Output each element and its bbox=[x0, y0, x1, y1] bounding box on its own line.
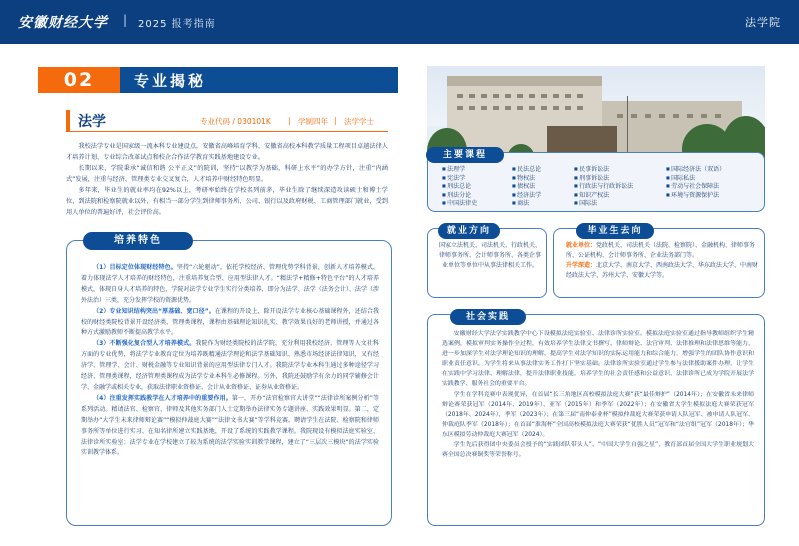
feature-item bbox=[81, 307, 379, 340]
practice-paragraph: 安徽财经大学法学实践教学中心下设模拟法庭实验室、法律诊所实验室。模拟法庭实验室通过指导教师组织学生精选案例，模拟审判实务操作全过程，有效培养学生法律文书撰写、律师辩论、法官审判、法律推理和法律思维等能力，进一步加深学生对法学理论知识的理解，提高学生对法学知识的实际运用能力和综合能力，增强学生的团队协作意识和职业责任意识，为学生将来从事法律实务工作打下坚实基础。法律诊所实验室通过学生参与法律援助案件办理，让学生在实践中学习法律、理解法律，提升法律职业技能，培养学生的社会责任感和公益意识，法律诊所已成为学院开展法学实践教学、服务社会的重要平台。 bbox=[442, 331, 754, 388]
feature-item bbox=[81, 263, 379, 307]
major-accent-bar bbox=[66, 110, 70, 132]
courses-title: 主要课程 bbox=[426, 147, 504, 163]
feature-text: 坚持“六轮驱动”，依托学校经济、管理优势学科背景，创新人才培养模式，着力体现法学人才培养的财经特色，注重培养复合型、应用型法律人才。“精法学+精修+特色平台”的人才培养模式，体现自身人才培养的特色，学院对法学专业学生实行分类培养，即分为法学、法学（法务会计）、法学（涉外法治）三类，充分发挥学校的资源优势。 bbox=[81, 264, 379, 304]
employment-unit bbox=[566, 241, 760, 261]
list-item: ■ 国际法 bbox=[574, 199, 633, 208]
list-item: ■ 民事诉讼法 bbox=[574, 165, 633, 174]
course-list bbox=[512, 165, 541, 208]
major-header bbox=[66, 110, 388, 132]
employment-study bbox=[566, 261, 760, 281]
features-title: 培养特色 bbox=[83, 232, 193, 250]
major-name: 法学 bbox=[78, 114, 106, 130]
course-list bbox=[442, 165, 477, 208]
study-label: 升学深造： bbox=[566, 262, 597, 269]
list-item: ■ 法理学 bbox=[442, 165, 477, 174]
feature-text: 我院作为财经类院校的法学院，充分利用我校经济、管理等人文社科方面的专业优势，将法学专业教育定位为培养既精通法学理论和法学基础知识、熟悉市场经济法律知识，又有经济学、管理学、会计、财税金融等专业知识背景的应用型法律专门人才。我院法学专业本科生通过多种途径学习经济、管理类课程，经济管理类课程成为法学专业本科生必修课程。另外，我院还鼓励学有余力的同学辅修会计学、金融学或相关专业，获取法律职业资格证、会计从业资格证、证券从业资格证。 bbox=[81, 340, 379, 391]
major-duration: 学制四年 bbox=[298, 117, 328, 126]
list-item: ■ 经济法学 bbox=[512, 191, 541, 200]
top-bar bbox=[0, 0, 799, 44]
feature-head: （1）目标定位体现财经特色。 bbox=[93, 264, 177, 271]
courses-box bbox=[427, 152, 765, 212]
list-item: ■ 知识产权法 bbox=[574, 191, 633, 200]
section-number: 02 bbox=[38, 67, 120, 93]
study-text: 北京大学、南京大学、西南政法大学、华东政法大学、中南财经政法大学、苏州大学、安徽大学等。 bbox=[566, 262, 759, 279]
list-item: ■ 债权法 bbox=[512, 182, 541, 191]
practice-box bbox=[427, 314, 765, 526]
features-box bbox=[66, 235, 392, 526]
major-degree: 法学学士 bbox=[344, 117, 374, 126]
list-item: ■ 物权法 bbox=[512, 174, 541, 183]
list-item: ■ 行政法与行政诉讼法 bbox=[574, 182, 633, 191]
employment-box bbox=[553, 228, 765, 298]
major-intro bbox=[66, 141, 388, 218]
feature-text: 在课程的开设上，除开设法学专业核心基础课程外，还结合我校的财经类院校背景开设经济类、管理类课程，课程由基础理论知识扎实、教学效果良好的老师讲授，并通过各种方式激励教师不断提高教学水平。 bbox=[81, 307, 379, 337]
course-list bbox=[574, 165, 633, 208]
practice-title: 社会实践 bbox=[450, 309, 526, 325]
section-title: 专业揭秘 bbox=[134, 72, 207, 90]
feature-head: （4）注重发挥实践教学在人才培养中的重要作用。 bbox=[93, 394, 232, 402]
intro-paragraph: 多年来，毕业生的就业率均在92%以上，考研率始终在学校名列前茅，毕业生除了继续深造攻读硕士和博士学位，到法院和检察院就业以外，有相当一部分学生到律师事务所、公司、银行以及政府财税、工商管理部门就业，受到用人单位的普遍好评，社会评价高。 bbox=[66, 187, 388, 216]
school-name: 法学院 bbox=[745, 16, 781, 29]
direction-title: 就业方向 bbox=[438, 223, 500, 239]
intro-paragraph: 我校法学专业是国家级一流本科专业建设点，安徽省高峰培育学科，安徽省高校本科教学质量工程项目卓越法律人才培养计划、专业综合改革试点和校企合作法学教育实践基地建设专业。 bbox=[66, 143, 388, 161]
practice-paragraph: 学生先后获得团中央委员会授予的“实践团队带头人”、“中国大学生自强之星”，教育部首届全国大学生职业规划大赛全国总决赛铜奖等荣誉称号。 bbox=[442, 442, 754, 459]
direction-text: 国家立法机关、司法机关、行政机关、律师事务所、会计师事务所、各类企事业单位等单位中从事法律相关工作。 bbox=[438, 242, 541, 269]
header-separator: | bbox=[123, 13, 128, 27]
list-item: ■ 环境与资源保护法 bbox=[666, 191, 725, 200]
list-item: ■ 刑法总论 bbox=[442, 182, 477, 191]
section-title-bar bbox=[38, 67, 398, 93]
intro-paragraph: 长期以来，学院秉承“诚信和谐 公平正义”的院训，坚持“以教学为基础，科研上水平”的办学方针，注重“内涵式”发展，注重与经济、管理类专业交叉复合，人才培养中财经特色明显。 bbox=[66, 165, 388, 183]
meta-divider: | bbox=[288, 116, 291, 125]
list-item: ■ 宪法学 bbox=[442, 174, 477, 183]
feature-text: 第一，开办“法官检察官大讲堂”“法律诊所案例分析”等系列活动。精请法官、检察官、律师及其他实务部门人士定期举办法律实务专题讲座，实践效果明显。第二，定期举办“大学生未来律师辩论赛”“模拟仲裁庭大赛”“法律文书大赛”等学科竞赛。聘请学生在法院、检察院和律师事务所等单位进行实习、在知名律所建立实践基地，开设了系统的实践教学课程。我院现设有模拟法庭实验室、法律诊所实验室；法学专业在学校建立了较为系统的法学实验实训教学课程，建立了“三层次三模块”的法学实验实训教学体系。 bbox=[81, 394, 379, 457]
list-item: ■ 劳动与社会保障法 bbox=[666, 182, 725, 191]
major-code: 专业代码 / 030101K bbox=[200, 117, 271, 126]
features-body bbox=[81, 263, 379, 459]
unit-label: 就业单位： bbox=[566, 242, 597, 249]
feature-item bbox=[81, 394, 379, 459]
unit-text: 党政机关、司法机关（法院、检察院）、金融机构、律师事务所、公证机构、会计师事务所、企业法务部门等。 bbox=[566, 242, 756, 259]
practice-paragraph: 学生在学科竞赛中表现优异，在首届“长三角地区高校模拟法庭大赛”获“最佳辩护”（2014年）；在安徽省未来律师辩论赛荣获冠军（2014年、2019年）、亚军（2015年）和季军（2022年）；在安徽省大学生模拟法庭大赛荣获冠军（2018年、2024年），季军（2023年）；在第三届“南仲泰业杯”模拟仲裁庭大赛荣获申请人队冠军、被申请人队冠军、仲裁庭队季军（2018年）；在首届“淮海杯”全国高校模拟法庭大赛荣获“优胜人员”冠军和“法官组”冠军（2018年）；华东区模拟劳动仲裁庭大赛冠军（2024）。 bbox=[442, 391, 754, 438]
list-item: ■ 民法总论 bbox=[512, 165, 541, 174]
direction-box bbox=[427, 228, 547, 298]
guide-title: 2025 报考指南 bbox=[138, 19, 216, 30]
employment-body bbox=[566, 241, 760, 281]
list-item: ■ 刑法分论 bbox=[442, 191, 477, 200]
university-logo: 安徽财经大学 bbox=[18, 15, 108, 31]
employment-title: 毕业生去向 bbox=[576, 223, 654, 239]
list-item: ■ 商法 bbox=[512, 199, 541, 208]
course-list bbox=[666, 165, 725, 199]
list-item: ■ 国际经济法（双语） bbox=[666, 165, 725, 174]
feature-item bbox=[81, 339, 379, 394]
list-item: ■ 中国法律史 bbox=[442, 199, 477, 208]
list-item: ■ 国际私法 bbox=[666, 174, 725, 183]
list-item: ■ 刑事诉讼法 bbox=[574, 174, 633, 183]
feature-head: （2）专业知识结构突出“厚基础、宽口径”。 bbox=[93, 307, 215, 315]
feature-head: （3）不断强化复合型人才培养模式。 bbox=[93, 340, 196, 348]
meta-divider: | bbox=[334, 116, 337, 125]
practice-body bbox=[442, 329, 754, 460]
